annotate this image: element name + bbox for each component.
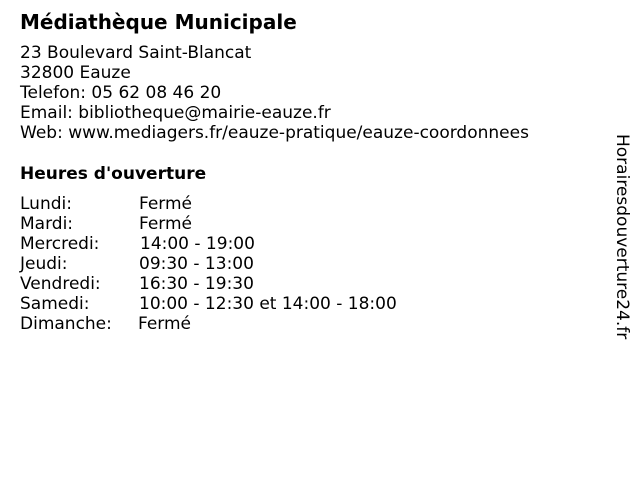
hours-row-thursday: [20, 254, 254, 274]
phone-text: Telefon: 05 62 08 46 20: [20, 83, 222, 103]
site-watermark: Horairesdouverture24.fr: [612, 134, 632, 340]
day-label: Lundi:: [20, 194, 72, 214]
hours-row-sunday: [20, 314, 192, 334]
day-label: Jeudi:: [20, 254, 68, 274]
web-text: Web: www.mediagers.fr/eauze-pratique/eauze-coordonnees: [20, 123, 529, 143]
time-value: Fermé: [138, 314, 192, 334]
hours-heading: Heures d'ouverture: [20, 164, 207, 184]
time-value: 16:30 - 19:30: [139, 274, 254, 294]
day-label: Samedi:: [20, 294, 90, 314]
hours-row-wednesday: [20, 234, 255, 254]
time-value: 10:00 - 12:30 et 14:00 - 18:00: [139, 294, 397, 314]
day-label: Mardi:: [20, 214, 74, 234]
address-city: 32800 Eauze: [20, 63, 131, 83]
hours-row-saturday: [20, 294, 397, 314]
time-value: 09:30 - 13:00: [139, 254, 254, 274]
time-value: Fermé: [139, 194, 193, 214]
time-value: 14:00 - 19:00: [140, 234, 255, 254]
hours-row-tuesday: [20, 214, 193, 234]
address-block: [20, 43, 529, 143]
day-label: Mercredi:: [20, 234, 100, 254]
day-label: Dimanche:: [20, 314, 112, 334]
time-value: Fermé: [139, 214, 193, 234]
address-street: 23 Boulevard Saint-Blancat: [20, 43, 252, 63]
hours-row-friday: [20, 274, 254, 294]
page-title: Médiathèque Municipale: [20, 10, 297, 34]
day-label: Vendredi:: [20, 274, 101, 294]
hours-row-monday: [20, 194, 193, 214]
hours-table: [20, 194, 397, 334]
email-text: Email: bibliotheque@mairie-eauze.fr: [20, 103, 331, 123]
